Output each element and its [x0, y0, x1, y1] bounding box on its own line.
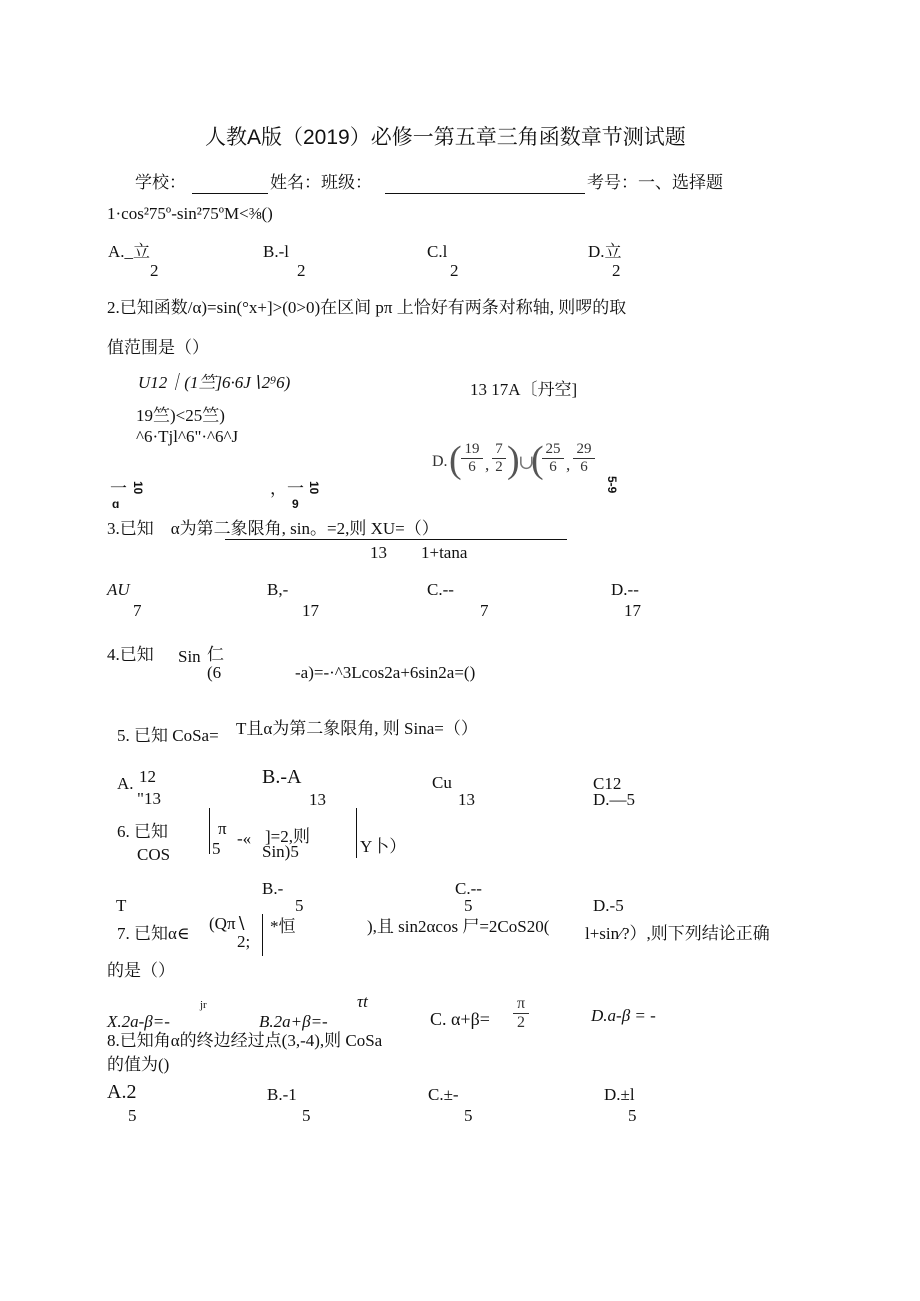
q7-option-c[interactable]: C. α+β=	[430, 1009, 490, 1029]
q8-option-a-den: 5	[128, 1106, 137, 1125]
q3-option-b-den: 17	[302, 601, 319, 620]
q1-option-b-den: 2	[297, 261, 306, 280]
exam-number-blank[interactable]	[385, 193, 585, 194]
q6-option-d[interactable]: D.-5	[593, 896, 624, 915]
q2-option-d-frac-4: 29 6	[573, 442, 595, 475]
q1-stem: 1·cos²75º-sin²75ºM<⅜()	[107, 204, 273, 223]
school-blank[interactable]	[192, 193, 268, 194]
q2-option-d-comma-2: ,	[566, 455, 571, 474]
q6-eq: ]=2,则	[265, 827, 310, 846]
q4-ren: 仁	[207, 645, 224, 664]
q7-line2: 的是（）	[107, 961, 175, 980]
q5-stem-b: T且α为第二象限角, 则 Sina=（）	[236, 719, 478, 738]
q2-option-d-union: ∪	[518, 452, 535, 474]
q2-fragment-1: U12｜(1竺]6·6J∖2⁹6)	[138, 373, 291, 392]
q2-stem-line1: 2.已知函数/α)=sin(°x+]>(0>0)在区间 pπ 上恰好有两条对称轴, 则啰的取	[107, 298, 627, 317]
q2-fragment-7: ɑ	[112, 497, 120, 511]
q2-option-d-lparen: (	[449, 439, 462, 481]
q2-fragment-5: 一	[110, 479, 127, 498]
q6-mid: -«	[237, 829, 252, 848]
q8-line1: 8.已知角α的终边经过点(3,-4),则 CoSa	[107, 1031, 383, 1050]
page-title: 人教A版（2019）必修一第五章三角函数章节测试题	[205, 126, 686, 149]
q3-option-a[interactable]: AU	[107, 580, 130, 599]
q2-fragment-10: 9	[292, 497, 299, 511]
q6-label: 6. 已知	[117, 822, 168, 841]
q7-option-d[interactable]: D.a-β = -	[591, 1006, 656, 1025]
q6-sin5: Sin)5	[262, 842, 299, 861]
q5-option-b[interactable]: B.-A	[262, 766, 302, 788]
q2-fragment-4: ^6·Tjl^6"·^6^J	[136, 427, 239, 446]
q4-paren-6: (6	[207, 663, 222, 682]
q2-fragment-11: 5-9	[605, 476, 619, 494]
q5-option-a-num: 12	[139, 767, 156, 786]
exam-section-heading: 考号：一、选择题	[587, 173, 723, 192]
q1-option-c[interactable]: C.l	[427, 242, 448, 261]
q2-option-d[interactable]	[432, 440, 602, 488]
q6-five: 5	[212, 839, 221, 858]
q8-option-d-den: 5	[628, 1106, 637, 1125]
q6-option-b-den: 5	[295, 896, 304, 915]
q1-option-c-den: 2	[450, 261, 459, 280]
q6-tail: Y卜）	[360, 837, 407, 856]
q6-option-c[interactable]: C.--	[455, 879, 482, 898]
q3-option-a-den: 7	[133, 601, 142, 620]
q6-option-a[interactable]: T	[116, 896, 127, 915]
q8-option-d[interactable]: D.±l	[604, 1085, 635, 1104]
q2-fragment-9: 10	[307, 481, 321, 495]
q7-mid: ),且 sin2αcos 尸=2CoS20(	[367, 917, 550, 936]
q5-option-c-den: 13	[458, 790, 475, 809]
q5-option-c[interactable]: Cu	[432, 773, 452, 792]
q8-option-b[interactable]: B.-1	[267, 1085, 297, 1104]
q2-fragment-6: 10	[131, 481, 145, 495]
school-label: 学校：	[135, 173, 186, 192]
q4-sin: Sin	[178, 647, 201, 666]
q5-option-a[interactable]: A.	[117, 774, 134, 793]
q3-fraction-line	[225, 539, 567, 540]
q2-option-d-frac-1: 19 6	[461, 442, 483, 475]
q4-rest: -a)=-·^3Lcos2a+6sin2a=()	[295, 663, 476, 682]
q2-option-d-lparen-2: (	[531, 439, 544, 481]
q2-fragment-2: 13 17A〔丹空]	[470, 380, 578, 399]
q3-option-d-den: 17	[624, 601, 641, 620]
q2-fragment-3: 19竺)<25竺)	[136, 406, 225, 425]
q6-cos: COS	[137, 845, 171, 864]
q7-bar	[262, 914, 263, 956]
q5-option-a-den: "13	[137, 789, 161, 808]
q5-option-d[interactable]: C12	[593, 774, 622, 793]
q8-line2: 的值为()	[107, 1055, 170, 1074]
q7-tail: l+sin∕?）,则下列结论正确	[585, 924, 770, 943]
q2-option-d-rparen-1: )	[507, 439, 520, 481]
q6-option-c-den: 5	[464, 896, 473, 915]
q7-option-a[interactable]: X.2a-β=-	[107, 1012, 170, 1031]
q8-option-b-den: 5	[302, 1106, 311, 1125]
q8-option-a[interactable]: A.2	[107, 1081, 137, 1103]
q7-label: 7. 已知α∈	[117, 924, 190, 943]
q7-option-b[interactable]: B.2a+β=-	[259, 1012, 328, 1031]
q2-fragment-8: ，一	[270, 479, 304, 498]
q2-option-d-comma-1: ,	[485, 455, 490, 474]
q2-option-d-frac-2: 7 2	[492, 442, 506, 475]
q8-option-c-den: 5	[464, 1106, 473, 1125]
q2-option-d-label: D.	[432, 453, 448, 470]
q7-option-a-sup: jr	[200, 999, 207, 1011]
q1-option-d[interactable]: D.立	[588, 242, 622, 261]
q8-option-c[interactable]: C.±-	[428, 1085, 459, 1104]
q7-two: 2;	[237, 932, 251, 951]
q5-stem-a: 5. 已知 CoSa=	[117, 726, 219, 745]
q3-option-d[interactable]: D.--	[611, 580, 639, 599]
q3-denominator: 13 1+tana	[370, 543, 468, 562]
q5-option-d-den: D.—5	[593, 790, 636, 809]
q1-option-a[interactable]: A._立	[108, 242, 151, 261]
name-class-label: 姓名：班级：	[270, 173, 372, 192]
q6-bar-right	[356, 808, 357, 858]
q1-option-a-den: 2	[150, 261, 159, 280]
q1-option-b[interactable]: B.-l	[263, 242, 289, 261]
q6-option-b[interactable]: B.-	[262, 879, 284, 898]
q5-option-b-den: 13	[309, 790, 326, 809]
q3-stem: 3.已知 α为第二象限角, sin。=2,则 XU=（）	[107, 519, 439, 538]
q7-q-pi: (Qπ∖	[209, 914, 247, 933]
q2-option-d-frac-3: 25 6	[542, 442, 564, 475]
q3-option-c-den: 7	[480, 601, 489, 620]
q7-option-b-sup: τt	[357, 992, 368, 1011]
q3-option-b[interactable]: B,-	[267, 580, 289, 599]
q7-heng: *恒	[270, 917, 296, 936]
q7-option-c-frac: π 2	[513, 996, 529, 1031]
q2-stem-line2: 值范围是（）	[107, 338, 209, 357]
q4-prefix: 4.已知	[107, 645, 154, 664]
q6-bar-left	[209, 808, 210, 854]
q1-option-d-den: 2	[612, 261, 621, 280]
q3-option-c[interactable]: C.--	[427, 580, 454, 599]
q6-pi: π	[218, 819, 227, 838]
